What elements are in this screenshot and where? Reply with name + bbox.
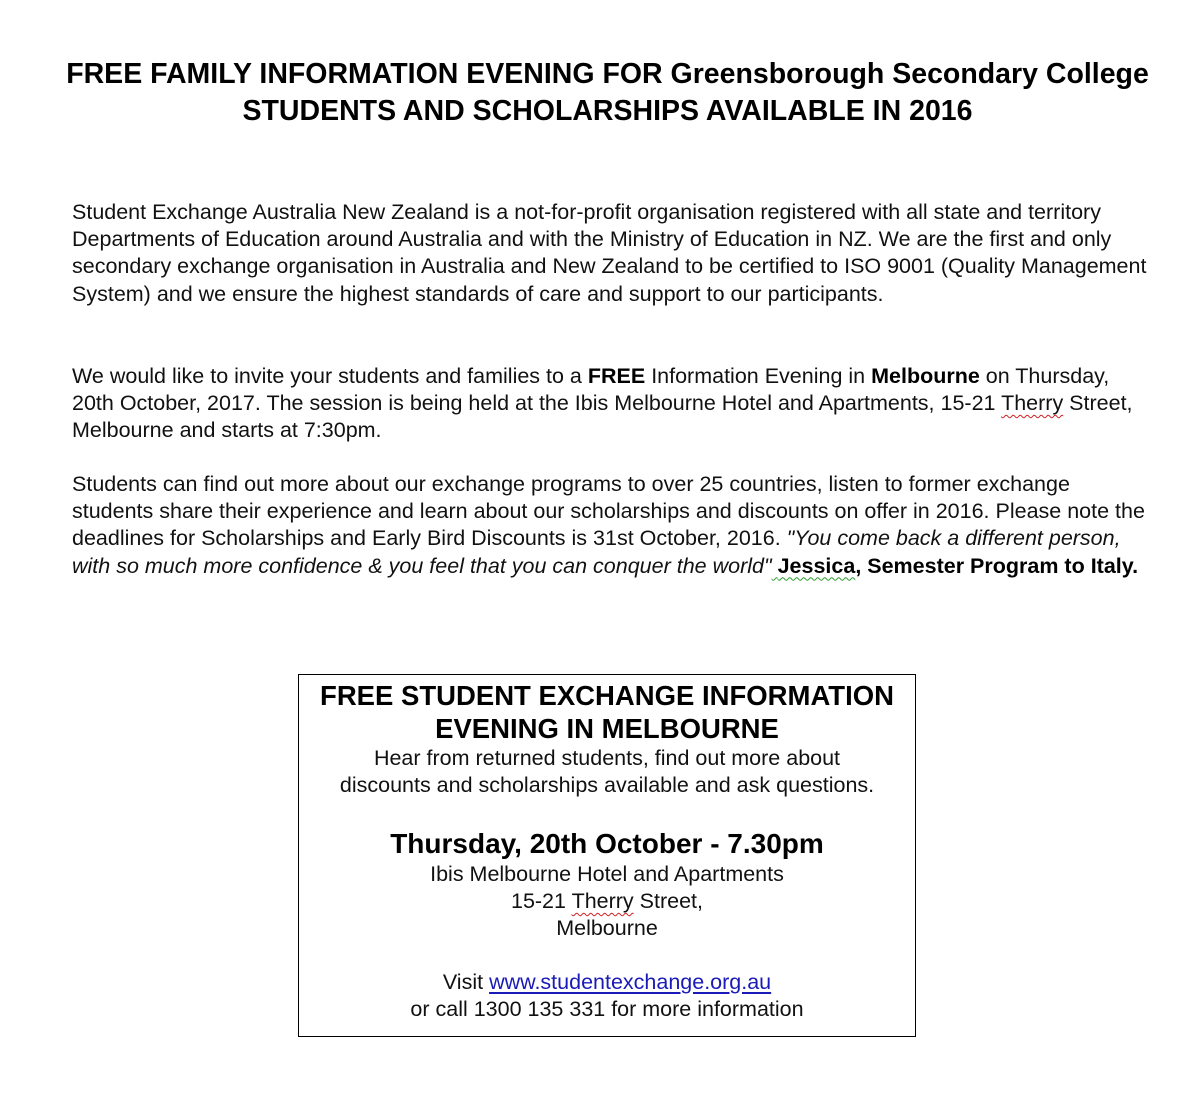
invitation-text-3: on Thursday, 20th October, 2017. The session is being held at the Ibis Melbourne Hotel and Apartments, 15-21 xyxy=(72,364,1110,416)
event-date: Thursday, 20th October - 7.30pm xyxy=(390,828,824,859)
intro-paragraph: Student Exchange Australia New Zealand is a not-for-profit organisation registered with all state and territory Departments of Education around Australia and with the Ministry of Education in NZ. We are the first and only secondary exchange organisation in Australia and New Zealand to be certified to ISO 9001 (Quality Management System) and we ensure the highest standards of care and support to our participants. xyxy=(72,200,1147,306)
street-number: 15-21 xyxy=(510,889,572,913)
street-name-spellcheck: Therry xyxy=(571,889,634,913)
therry-spellcheck-word: Therry xyxy=(1001,391,1064,416)
programs-text: Students can find out more about our exchange programs to over 25 countries, listen to former exchange students share their experience and learn about our scholarships and discounts on offer in 2016. Please note the deadlines for Scholarships and Early Bird Discounts is 31st October, 2016. xyxy=(72,472,1145,551)
invitation-paragraph xyxy=(72,363,1147,445)
spacer xyxy=(299,942,915,969)
city-emphasis: Melbourne xyxy=(871,364,980,388)
box-description-line-1: Hear from returned students, find out more about xyxy=(373,746,841,770)
testimonial-program: , Semester Program to Italy. xyxy=(855,553,1139,578)
event-street xyxy=(299,888,915,915)
document-title: FREE FAMILY INFORMATION EVENING FOR Greensborough Secondary College STUDENTS AND SCHOLARSHIPS AVAILABLE IN 2016 xyxy=(66,58,1149,127)
visit-label: Visit xyxy=(442,970,490,994)
event-info-box xyxy=(298,674,916,1037)
free-emphasis: FREE xyxy=(587,364,646,388)
call-line: or call 1300 135 331 for more information xyxy=(410,997,804,1021)
box-description-line-2: discounts and scholarships available and ask questions. xyxy=(339,773,875,797)
visit-line xyxy=(299,969,915,996)
invitation-text-1: We would like to invite your students and families to a xyxy=(72,364,588,388)
testimonial-name: Jessica xyxy=(777,553,856,578)
testimonial-quote: "You come back a different person, with so much more confidence & you feel that you can conquer the world" xyxy=(72,526,1121,578)
programs-paragraph xyxy=(72,471,1147,580)
street-suffix: Street, xyxy=(633,889,703,913)
event-venue: Ibis Melbourne Hotel and Apartments xyxy=(430,862,784,886)
box-heading: FREE STUDENT EXCHANGE INFORMATION EVENING IN MELBOURNE xyxy=(320,680,894,744)
event-city: Melbourne xyxy=(556,916,658,940)
website-link[interactable]: www.studentexchange.org.au xyxy=(489,970,772,994)
invitation-text-2: Information Evening in xyxy=(645,364,872,388)
invitation-text-4: Street, Melbourne and starts at 7:30pm. xyxy=(72,391,1133,443)
